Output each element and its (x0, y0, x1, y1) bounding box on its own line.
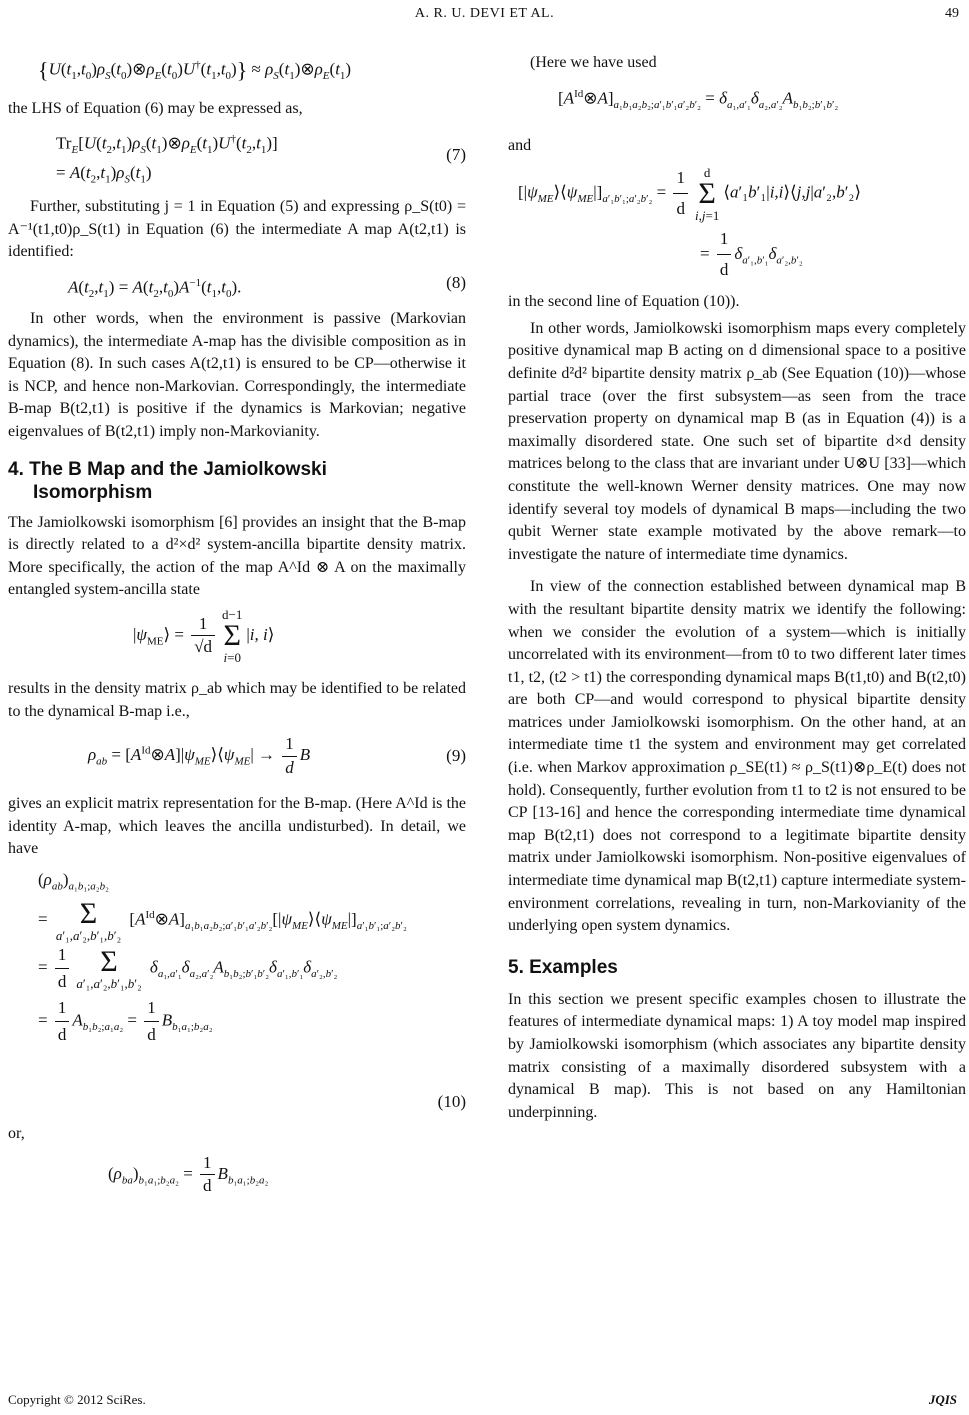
paragraph-substituting: Further, substituting j = 1 in Equation (5) and expressing ρ_S(t0) = A⁻¹(t1,t0)ρ_S(t1) in Equation (6) the intermediate A map A(t2,t1) is identified: (8, 198, 466, 261)
paragraph-explicit: gives an explicit matrix representation for the B-map. (Here A^Id is the identity A-map, which leaves the ancilla undisturbed). In detail, we have (8, 795, 466, 858)
left-column (8, 52, 466, 1214)
paragraph-lhs: the LHS of Equation (6) may be expressed as, (8, 99, 303, 117)
text-or: or, (8, 1124, 25, 1142)
section-4-title-line1: 4. The B Map and the Jamiolkowski (8, 458, 327, 480)
paragraph-density-matrix: results in the density matrix ρ_ab which may be identified to be related to the dynamical B-map i.e., (8, 679, 466, 720)
equation-identity-used: $[A^{Id}\otimes A]_{a_1b_1a_2b_2;a'_1b'_1a'_2b'_2} = \delta_{a_1,a'_1}\delta_{a_2,a'_2}A_{b_1b_2;b'_1b'_2}$ (558, 87, 839, 111)
paragraph-cp-maps: In other words, Jamiolkowski isomorphism maps every completely positive dynamical map B acting on d dimensional space to a positive definite d²d² bipartite density matrix ρ_ab (See Equation (10))—whose partial trace (over the first subsystem—as seen from the trace preservation property on dynamical map B (as in Equation (4)) is a maximally disordered state. One such set of bipartite d×d density matrices belong to the class that are invariant under U⊗U [33]—which constitute the well-known Werner density matrices. One may now identify several toy models of dynamical B maps—including the two qubit Werner state example motivated by the above remark—to investigate the nature of intermediate time dynamics. (508, 319, 966, 563)
section-heading-4 (8, 458, 466, 504)
equation-number-8: (8) (446, 273, 466, 293)
right-column (508, 52, 966, 1124)
paragraph-examples: In this section we present specific examples chosen to illustrate the features of intermediate dynamical maps: 1) A toy model map inspired by Jamiolkowski isomorphism (which associates any bipartite density matrix consisting of a maximally disordered subsystem with a dynamical B map). This is not based on any Hamiltonian underpinning. (508, 990, 966, 1121)
paragraph-jamiolkowski: The Jamiolkowski isomorphism [6] provides an insight that the B-map is directly related to a d²×d² system-ancilla bipartite density matrix. More specifically, the action of the map A^Id ⊗ A on the maximally entangled system-ancilla state (8, 513, 466, 599)
equation-number-10: (10) (437, 1091, 466, 1111)
equation-10: $(\rho_{ab})_{a_1b_1;a_2b_2}$ = Σ a′₁,a′₂,b′₁,b′₂ $[A^{Id}\otimes A]_{a_1b_1a_2b_2;a'_1b'_1a'_2b'_2}[|\psi_{ME}⟩⟨\psi_{ME}|]_{a'_1b'_1;a'_2b'_2}$ = $\frac{1}{d}$ Σ a′₁,a′₂,b′₁,b′₂ $\delta_{a_1,a'_1}\delta_{a_2,a'_2}A_{b_1b_2;b'_1b'_2}\delta_{a'_1,b'_1}\delta_{a'_2,b'_2}$ = $\frac{1}{d}$ $A_{b_1b_2;a_1a_2}$ = $\frac{1}{d}$ $B_{b_1a_1;b_2a_2}$ (10) (8, 867, 466, 1117)
section-heading-5: 5. Examples (508, 956, 618, 978)
journal-name: JQIS (928, 1392, 957, 1407)
text-and: and (508, 136, 532, 154)
equation-psi-me: $|\psi_{ME}⟩$ = $\frac{1}{√d}$ d−1 Σ i=0|i, i⟩ (133, 606, 275, 665)
equation-psi-projector: $[|\psi_{ME}⟩⟨\psi_{ME}|]_{a'_1b'_1;a'_2b'_2}$ = $\frac{1}{d}$ d Σ i,j=1⟨a′₁b′₁|i,i⟩⟨j,j|a′₂,b′₂⟩ = $\frac{1}{d}$ $\delta_{a'_1,b'_1}\delta_{a'_2,b'_2}$ (518, 164, 861, 280)
equation-number-9: (9) (446, 746, 466, 766)
copyright-text: Copyright © 2012 SciRes. (8, 1392, 146, 1407)
equation-top: $\{U(t_1,t_0)\rho_S(t_0)\otimes\rho_E(t_0)U^\dagger(t_1,t_0)\}$ ≈ $\rho_S(t_1)\otimes\rho_E(t_1)$ (38, 57, 352, 83)
equation-8: $A(t_2,t_1) = A(t_2,t_0)A^{-1}(t_1,t_0)$. (8) (68, 273, 466, 301)
equation-9: $\rho_{ab}$ = $[A^{Id}\otimes A]|\psi_{ME}⟩⟨\psi_{ME}|$ → $\frac{1}{d}$ B (9) (88, 734, 466, 777)
running-title: A. R. U. DEVI ET AL. (414, 6, 555, 21)
page-number: 49 (945, 6, 959, 21)
equation-rho-ba: $(\rho_{ba})_{b_1a_1;b_2a_2}$ = $\frac{1}{d}$ $B_{b_1a_1;b_2a_2}$ (108, 1152, 269, 1196)
paragraph-markovian: In other words, when the environment is passive (Markovian dynamics), the intermediate A-map has the divisible composition as in Equation (8). In such cases A(t2,t1) is ensured to be CP—otherwise it is NCP, and hence non-Markovian. Correspondingly, the intermediate B-map B(t2,t1) is positive if the dynamics is Markovian; negative eigenvalues of B(t2,t1) imply non-Markovianity. (8, 310, 466, 440)
equation-number-7: (7) (446, 145, 466, 165)
text-second-line: in the second line of Equation (10)). (508, 293, 740, 311)
equation-7: $Tr_E[U(t_2,t_1)\rho_S(t_1)\otimes\rho_E(t_1)U^\dagger(t_2,t_1)]$ = $A(t_2,t_1)\rho_S(t_1)$ (7) (56, 133, 466, 186)
section-4-title-line2: Isomorphism (33, 481, 153, 503)
text-here-we-have-used: (Here we have used (530, 54, 657, 71)
paragraph-connection: In view of the connection established between dynamical map B with the resultant bipartite density matrix we identify the following: when we consider the evolution of a system—which is initially uncorrelated with its environment—from t0 to two different later times t1, t2, (t2 > t1) the corresponding dynamical maps B(t1,t0) and B(t2,t0) are both CP—and would correspond to physical bipartite density matrices under Jamiolkowski isomorphism. On the other hand, at an intermediate time t1 the system and environment may get correlated (i.e. when Markov approximation ρ_SE(t1) ≈ ρ_S(t1)⊗ρ_E(t) does not hold). Consequently, further evolution from t1 to t2 is not ensured to be CP [13-16] and hence the corresponding intermediate time dynamical map B(t2,t1) does not correspond to a legitimate bipartite density matrix under Jamiolkowski isomorphism. Non-positive eigenvalues of intermediate time dynamical map B(t2,t1) capture intermediate system-environment correlations, revealing in turn, non-Markovianity of the underlying open system dynamics. (508, 578, 966, 935)
